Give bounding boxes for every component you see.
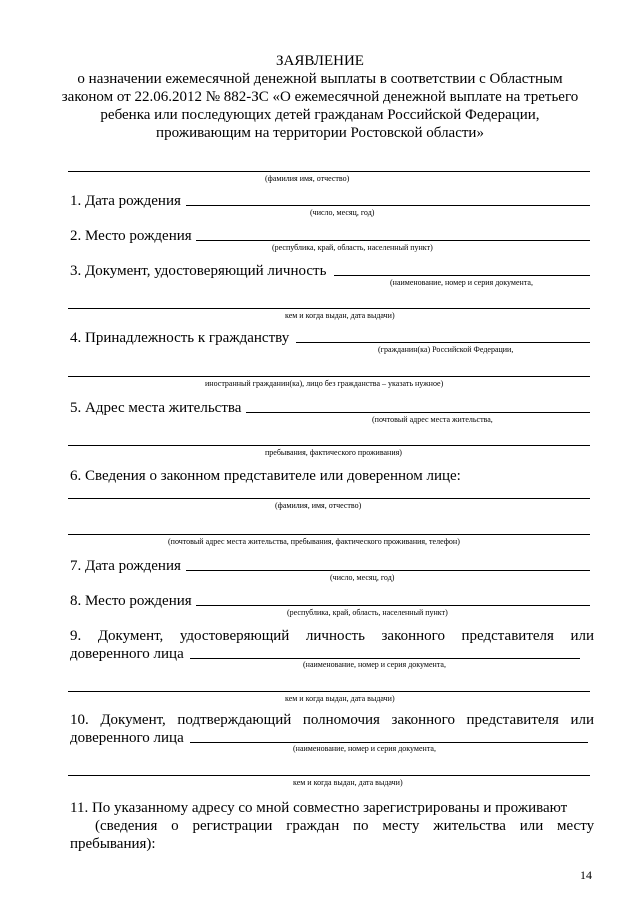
form-subtitle-line-3: ребенка или последующих детей гражданам Российской Федерации,	[100, 107, 540, 123]
item-11-word: месту	[557, 818, 595, 834]
fio-caption: (фамилия имя, отчество)	[265, 174, 350, 183]
identity-doc-issued-line[interactable]	[68, 308, 590, 309]
item-11-word: о	[171, 818, 179, 834]
address-stay-caption: пребывания, фактического проживания)	[265, 448, 402, 457]
citizenship-line-2[interactable]	[68, 376, 590, 377]
citizenship-caption-rf: (гражданин(ка) Российской Федерации,	[378, 345, 514, 354]
item-10-line-2: доверенного лица	[70, 730, 184, 746]
identity-doc-line[interactable]	[334, 275, 590, 276]
item-5-label: 5. Адрес места жительства	[70, 400, 242, 416]
item-10-word: Документ,	[100, 712, 166, 728]
rep-birth-date-line[interactable]	[186, 570, 590, 571]
auth-doc-issued-caption: кем и когда выдан, дата выдачи)	[293, 778, 403, 787]
item-11-line-2	[95, 817, 594, 835]
auth-doc-caption: (наименование, номер и серия документа,	[293, 744, 436, 753]
item-10-word: полномочия	[302, 712, 380, 728]
rep-address-caption: (почтовый адрес места жительства, пребывания, фактического проживания, телефон)	[168, 537, 460, 546]
fio-line[interactable]	[68, 171, 590, 172]
item-3-label: 3. Документ, удостоверяющий личность	[70, 263, 327, 279]
item-9-line-1	[70, 627, 594, 645]
rep-address-line[interactable]	[68, 534, 590, 535]
item-9-word: законного	[381, 628, 445, 644]
item-8-label: 8. Место рождения	[70, 593, 192, 609]
item-9-word: представителя	[461, 628, 554, 644]
item-11-word: или	[519, 818, 544, 834]
birth-date-caption: (число, месяц, год)	[310, 208, 375, 217]
form-subtitle-line-4: проживающим на территории Ростовской области»	[156, 125, 484, 141]
rep-birth-place-caption: (республика, край, область, населенный пункт)	[287, 608, 448, 617]
item-11-word: (сведения	[95, 818, 158, 834]
citizenship-caption-foreign: иностранный гражданин(ка), лицо без гражданства – указать нужное)	[205, 379, 444, 388]
address-postal-caption: (почтовый адрес места жительства,	[372, 415, 493, 424]
form-subtitle-line-2: законом от 22.06.2012 № 882-ЗС «О ежемесячной денежной выплате на третьего	[61, 89, 579, 105]
item-10-word: подтверждающий	[177, 712, 292, 728]
item-11-word: жительства	[433, 818, 506, 834]
item-10-word: законного	[391, 712, 455, 728]
item-9-word: 9. Документ,	[70, 628, 164, 644]
item-9-word: удостоверяющий	[179, 628, 290, 644]
identity-doc-caption: (наименование, номер и серия документа,	[390, 278, 533, 287]
address-line-2[interactable]	[68, 445, 590, 446]
rep-fio-line[interactable]	[68, 498, 590, 499]
identity-doc-issued-caption: кем и когда выдан, дата выдачи)	[285, 311, 395, 320]
item-10-word: или	[570, 712, 595, 728]
rep-birth-date-caption: (число, месяц, год)	[330, 573, 395, 582]
auth-doc-issued-line[interactable]	[68, 775, 590, 776]
item-11-word: по	[353, 818, 369, 834]
item-9-word: личность	[305, 628, 365, 644]
item-4-label: 4. Принадлежность к гражданству	[70, 330, 290, 346]
rep-fio-caption: (фамилия, имя, отчество)	[275, 501, 362, 510]
rep-doc-line[interactable]	[190, 658, 580, 659]
citizenship-line[interactable]	[296, 342, 590, 343]
item-9-word: или	[570, 628, 595, 644]
item-7-label: 7. Дата рождения	[70, 558, 181, 574]
rep-doc-issued-line[interactable]	[68, 691, 590, 692]
item-11-word: граждан	[286, 818, 340, 834]
address-line[interactable]	[246, 412, 590, 413]
page-number: 14	[580, 868, 592, 882]
form-subtitle-line-1: о назначении ежемесячной денежной выплаты в соответствии с Областным	[77, 71, 563, 87]
item-2-label: 2. Место рождения	[70, 228, 192, 244]
item-10-word: 10.	[70, 712, 89, 728]
rep-doc-issued-caption: кем и когда выдан, дата выдачи)	[285, 694, 395, 703]
birth-place-line[interactable]	[196, 240, 590, 241]
item-11-word: месту	[382, 818, 420, 834]
auth-doc-line[interactable]	[190, 742, 588, 743]
item-10-line-1	[70, 711, 594, 729]
form-title: ЗАЯВЛЕНИЕ	[276, 53, 364, 69]
item-11-line-1: 11. По указанному адресу со мной совместно зарегистрированы и проживают	[70, 800, 568, 816]
rep-doc-caption: (наименование, номер и серия документа,	[303, 660, 446, 669]
item-11-word: регистрации	[192, 818, 273, 834]
item-11-line-3: пребывания):	[70, 836, 156, 852]
rep-birth-place-line[interactable]	[196, 605, 590, 606]
item-6-label: 6. Сведения о законном представителе или доверенном лице:	[70, 468, 461, 484]
item-9-line-2: доверенного лица	[70, 646, 184, 662]
birth-place-caption: (республика, край, область, населенный пункт)	[272, 243, 433, 252]
birth-date-line[interactable]	[186, 205, 590, 206]
item-10-word: представителя	[466, 712, 559, 728]
item-1-label: 1. Дата рождения	[70, 193, 181, 209]
